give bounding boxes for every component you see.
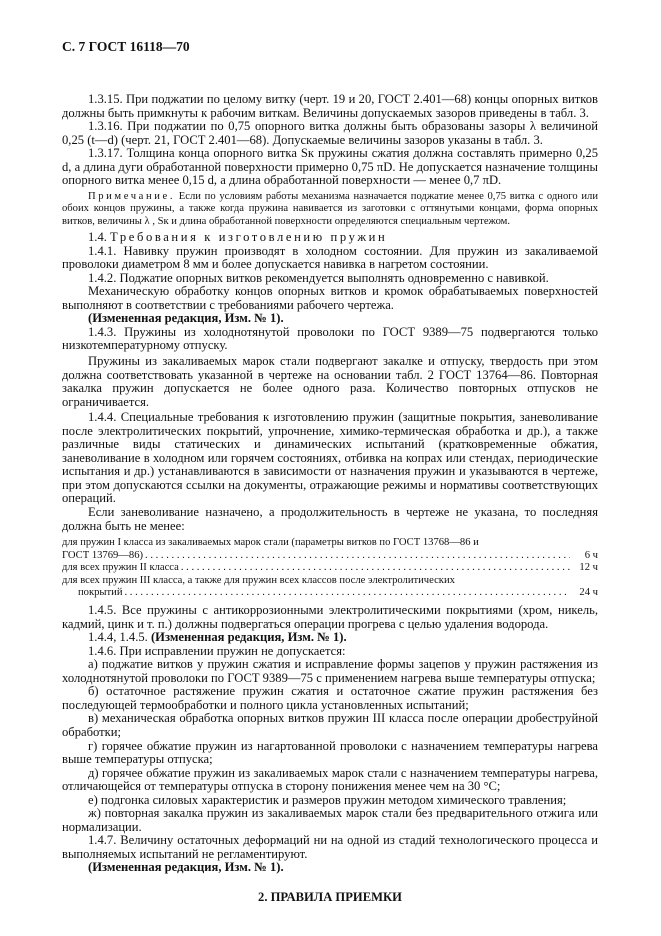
paragraph: Механическую обработку концов опорных витков и кромок обрабатываемых поверхностей выполняют в соответствии с требованиями рабочего чертежа. (62, 284, 598, 312)
list-item: г) горячее обжатие пружин из нагартованной проволоки с назначением температуры нагрева выше температуры отпуска; (62, 738, 598, 767)
subsection-heading (62, 231, 598, 245)
dot-leader (181, 562, 570, 575)
amendment-note: (Измененная редакция, Изм. № 1). (88, 860, 284, 875)
paragraph: 1.4.5. Все пружины с антикоррозионными электролитическими покрытиями (хром, никель, кадмий, цинк и т. п.) должны подвергаться операции прогрева с целью удаления водорода. (62, 603, 598, 631)
section-heading: 2. ПРАВИЛА ПРИЕМКИ (258, 889, 402, 904)
list-item: а) поджатие витков у пружин сжатия и исправление формы зацепов у пружин растяжения из холоднотянутой проволоки по ГОСТ 9389—75 с применением нагрева выше температуры отпуска; (62, 657, 598, 685)
page-header: С. 7 ГОСТ 16118—70 (62, 39, 190, 54)
list-item-text: для всех пружин II класса (62, 562, 179, 574)
dot-leader (145, 550, 570, 563)
subsection-number: 1.4. (88, 230, 111, 245)
paragraph: 1.4.2. Поджатие опорных витков рекомендуется выполнять одновременно с навивкой. (88, 270, 549, 285)
paragraph: 1.3.15. При поджатии по целому витку (черт. 19 и 20, ГОСТ 2.401—68) концы опорных витков должны быть примкнуты к рабочим виткам. Величины допускаемых зазоров приведены в табл. 3. (62, 92, 598, 120)
list-item: е) подгонка силовых характеристик и размеров пружин методом химического травления; (88, 792, 567, 807)
paragraph: 1.4.6. При исправлении пружин не допускается: (88, 643, 346, 658)
list-item (62, 537, 598, 562)
list-item-value: 6 ч (584, 549, 598, 561)
paragraph: Пружины из закаливаемых марок стали подвергают закалке и отпуску, твердость при этом должна соответствовать указанной в чертеже на основании табл. 2 ГОСТ 13764—86. Повторная закалка пружин допускается не более одного раза. Количество повторных отпусков не ограничивается. (62, 353, 598, 409)
list-item-text: ГОСТ 13769—86) (62, 549, 144, 561)
list-item: ж) повторная закалка пружин из закаливаемых марок стали без предварительного отжига или нормализации. (62, 806, 598, 834)
paragraph: 1.3.16. При поджатии по 0,75 опорного витка должны быть образованы зазоры λ величиной 0,25 (t—d) (черт. 21, ГОСТ 2.401—68). Допускаемые величины зазоров указаны в табл. 3. (62, 119, 598, 147)
list-item: в) механическая обработка опорных витков пружин III класса после операции дробеструйной обработки; (62, 711, 598, 739)
list-item-text: для пружин I класса из закаливаемых марок стали (параметры витков по ГОСТ 13768—86 и (62, 537, 479, 549)
dot-leader (125, 587, 571, 600)
amendment-note (62, 631, 598, 645)
list-item (62, 562, 598, 575)
list-item: д) горячее обжатие пружин из закаливаемых марок стали с назначением температуры нагрева, отличающейся от температуры отпуска в сторону понижения менее чем на 30 °С; (62, 765, 598, 794)
list-item-value: 12 ч (579, 562, 598, 574)
note-label: Примечание. (88, 190, 176, 202)
document-body (62, 93, 598, 905)
list-item-text: покрытий (78, 587, 123, 599)
paragraph: 1.4.3. Пружины из холоднотянутой проволоки по ГОСТ 9389—75 подвергаются только низкотемпературному отпуску. (62, 324, 598, 353)
subsection-title: Требования к изготовлению пружин (110, 230, 388, 245)
list-item (62, 575, 598, 600)
note (62, 191, 598, 228)
list-item-text: для всех пружин III класса, а также для пружин всех классов после электролитических (62, 574, 455, 586)
list-item: б) остаточное растяжение пружин сжатия и остаточное сжатие пружин растяжения без последующей термообработки и полного цикла установленных испытаний; (62, 684, 598, 712)
amendment-note: (Измененная редакция, Изм. № 1). (88, 311, 284, 326)
paragraph: 1.4.7. Величину остаточных деформаций ни на одной из стадий технологического процесса и выполняемых испытаний не регламентируют. (62, 833, 598, 861)
amendment-text: (Измененная редакция, Изм. № 1). (150, 630, 347, 645)
amendment-prefix: 1.4.4, 1.4.5. (88, 630, 151, 645)
paragraph: 1.3.17. Толщина конца опорного витка Sк пружины сжатия должна составлять примерно 0,25 d, а длина дуги обработанной поверхности примерно 0,75 πD. Не допускается назначение толщины опорного витка менее 0,15 d, а длина обработанной поверхности — менее 0,7 πD. (62, 146, 598, 188)
list-item-value: 24 ч (579, 587, 598, 599)
paragraph: 1.4.4. Специальные требования к изготовлению пружин (защитные покрытия, заневоливание после электролитических покрытий, упрочнение, химико-термическая обработка и др.), а также различные виды статических и динамических испытаний (кратковременные обжатия, заневоливание в холодном или горячем состояниях, отбивка на копрах или стендах, периодические испытания и др.) устанавливаются в зависимости от назначения пружин и указываются в чертеже, при этом допускаются ссылки на документы, отражающие режимы и нормативы соответствующих операций. (62, 410, 598, 506)
paragraph: Если заневоливание назначено, а продолжительность в чертеже не указана, то последняя должна быть не менее: (62, 504, 598, 533)
duration-list (62, 537, 598, 600)
paragraph: 1.4.1. Навивку пружин производят в холодном состоянии. Для пружин из закаливаемой проволоки диаметром 8 мм и более допускается навивка в нагретом состоянии. (62, 243, 598, 272)
note-text: Если по условиям работы механизма назначается поджатие менее 0,75 витка с одного или обоих концов пружины, а также когда пружина навивается из заготовки с оттянутыми концами, форма опорных витков, величины λ , Sк и длина обработанной поверхности определяются специальным чертежом. (62, 190, 598, 227)
